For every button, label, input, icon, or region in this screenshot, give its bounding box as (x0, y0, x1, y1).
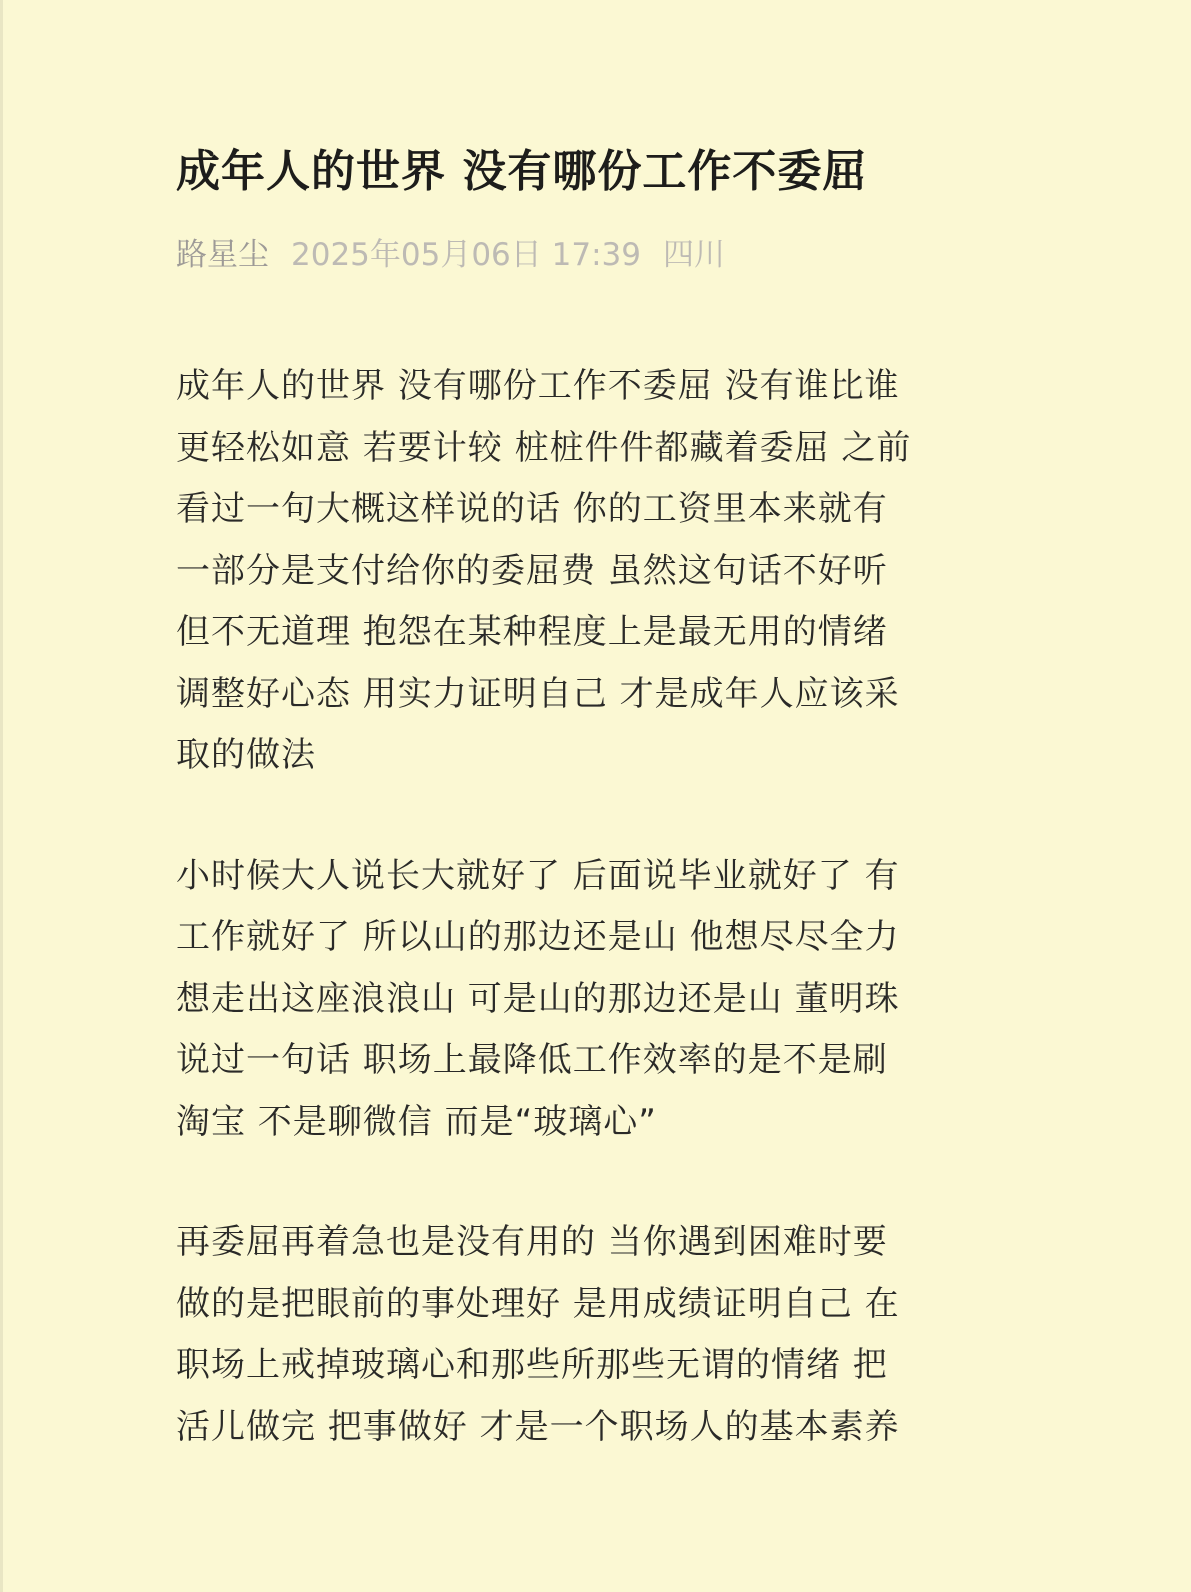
paragraph-2 (176, 846, 1026, 1154)
publish-date: 2025年05月06日 17:39 (291, 237, 641, 273)
page-edge (0, 0, 3, 1592)
text-line: 更轻松如意 若要计较 桩桩件件都藏着委屈 之前 (176, 427, 912, 468)
text-line: 取的做法 (176, 735, 316, 775)
text-line: 做的是把眼前的事处理好 是用成绩证明自己 在 (176, 1283, 900, 1324)
text-line: 活儿做完 把事做好 才是一个职场人的基本素养 (176, 1406, 900, 1447)
text-line: 成年人的世界 没有哪份工作不委屈 没有谁比谁 (176, 366, 900, 406)
article-body (176, 356, 1026, 1458)
text-line: 淘宝 不是聊微信 而是“玻璃心” (176, 1101, 657, 1142)
article-title: 成年人的世界 没有哪份工作不委屈 (176, 146, 868, 197)
text-line: 调整好心态 用实力证明自己 才是成年人应该采 (176, 673, 900, 714)
text-line: 工作就好了 所以山的那边还是山 他想尽尽全力 (176, 917, 900, 957)
article-meta (176, 230, 1026, 280)
article (176, 140, 1026, 1517)
paragraph-1 (176, 356, 1026, 787)
text-line: 职场上戒掉玻璃心和那些所那些无谓的情绪 把 (176, 1345, 888, 1385)
publish-location: 四川 (662, 237, 725, 273)
text-line: 小时候大人说长大就好了 后面说毕业就好了 有 (176, 855, 900, 896)
text-line: 说过一句话 职场上最降低工作效率的是不是刷 (176, 1040, 888, 1080)
paragraph-3 (176, 1212, 1026, 1458)
author-name[interactable]: 路星尘 (176, 237, 269, 273)
text-line: 再委屈再着急也是没有用的 当你遇到困难时要 (176, 1222, 888, 1262)
text-line: 一部分是支付给你的委屈费 虽然这句话不好听 (176, 550, 888, 591)
text-line: 看过一句大概这样说的话 你的工资里本来就有 (176, 489, 888, 529)
text-line: 想走出这座浪浪山 可是山的那边还是山 董明珠 (176, 978, 900, 1019)
text-line: 但不无道理 抱怨在某种程度上是最无用的情绪 (176, 612, 888, 652)
